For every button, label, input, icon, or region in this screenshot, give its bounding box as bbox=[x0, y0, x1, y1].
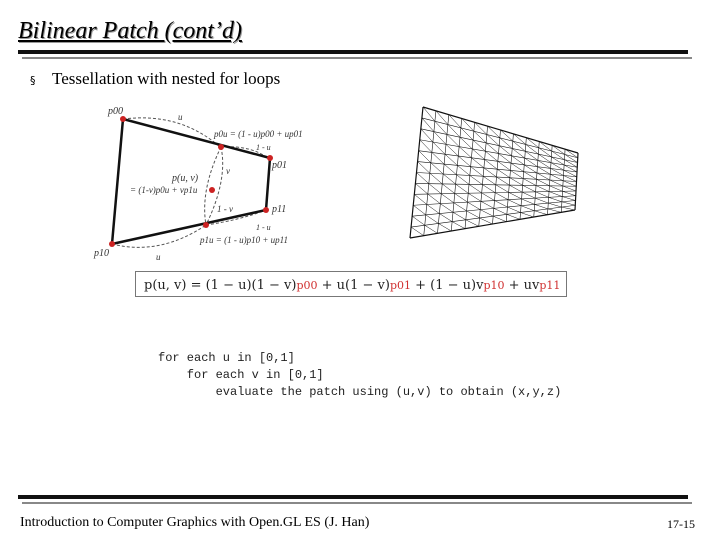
mesh-edge bbox=[454, 203, 467, 211]
mesh-edge bbox=[521, 206, 534, 211]
mesh-edge bbox=[562, 207, 575, 210]
mesh-edge bbox=[522, 199, 535, 205]
page-number: 17-15 bbox=[667, 517, 695, 531]
mesh-edge bbox=[495, 193, 508, 200]
footer-divider-shadow bbox=[22, 502, 692, 504]
label-u-bottom: u bbox=[156, 252, 161, 262]
mesh-edge bbox=[497, 177, 510, 185]
mesh-edge bbox=[467, 211, 480, 218]
point-p0u bbox=[218, 144, 224, 150]
mesh-edge bbox=[414, 194, 426, 204]
slide-title: Bilinear Patch (cont’d) bbox=[18, 18, 242, 44]
point-p1u bbox=[203, 222, 209, 228]
mesh-edge bbox=[507, 214, 520, 219]
code-line: for each u in [0,1] bbox=[158, 351, 295, 365]
mesh-edge bbox=[493, 216, 506, 222]
mesh-edge bbox=[418, 162, 430, 174]
dashed-u-curve-bottom bbox=[112, 225, 206, 247]
label-p11: p11 bbox=[272, 204, 287, 215]
mesh-edge bbox=[471, 167, 484, 177]
mesh-edge bbox=[510, 178, 523, 186]
mesh-edge bbox=[426, 215, 439, 224]
mesh-edge bbox=[432, 152, 444, 164]
square-bullet-icon: § bbox=[30, 74, 36, 87]
mesh-edge bbox=[453, 212, 466, 220]
mesh-edge bbox=[469, 184, 482, 193]
label-p1u: p1u = (1 - u)p10 + up11 bbox=[200, 235, 288, 245]
mesh-edge bbox=[443, 174, 455, 184]
tessellated-mesh bbox=[405, 105, 585, 240]
mesh-edge bbox=[468, 193, 481, 201]
mesh-edge bbox=[562, 202, 575, 205]
mesh-edge bbox=[412, 216, 425, 225]
mesh-edge bbox=[470, 176, 483, 185]
mesh-edge bbox=[549, 186, 562, 192]
mesh-edge bbox=[522, 192, 535, 198]
mesh-edge bbox=[480, 210, 493, 217]
footer-text: Introduction to Computer Graphics with Open.GL ES (J. Han) bbox=[20, 515, 370, 530]
mesh-edge bbox=[482, 193, 495, 201]
mesh-edge bbox=[431, 163, 443, 174]
mesh-edge bbox=[457, 165, 469, 175]
mesh-edge bbox=[563, 191, 576, 195]
mesh-edge bbox=[482, 185, 495, 193]
svg-text:p(u, v) = (1 − u)(1 − v)p00 +: p(u, v) = (1 − u)(1 − v)p00 + u(1 − v)p01 + (1 − u)vp10 + uvp11 bbox=[144, 278, 561, 293]
mesh-edge bbox=[417, 173, 429, 184]
mesh-edge bbox=[523, 179, 536, 186]
point-p11 bbox=[263, 207, 269, 213]
mesh-edge bbox=[457, 175, 470, 185]
label-1-minus-v: 1 - v bbox=[217, 204, 233, 214]
mesh-edge bbox=[456, 184, 469, 193]
mesh-edge bbox=[481, 201, 494, 208]
label-p10: p10 bbox=[94, 248, 109, 259]
label-p0u: p0u = (1 - u)p00 + up01 bbox=[214, 129, 303, 139]
mesh-edge bbox=[438, 223, 451, 231]
mesh-edge bbox=[411, 227, 424, 236]
formula-lhs: p(u, v) = (1 − u)(1 − v) bbox=[144, 278, 297, 293]
mesh-edge bbox=[549, 197, 562, 201]
mesh-edge bbox=[427, 204, 440, 213]
label-p01: p01 bbox=[272, 160, 287, 171]
label-v: v bbox=[226, 166, 230, 176]
label-puv-1: p(u, v) bbox=[172, 173, 199, 184]
label-p00: p00 bbox=[108, 106, 123, 117]
mesh-edge bbox=[429, 184, 441, 194]
title-divider bbox=[18, 50, 688, 54]
point-puv bbox=[209, 187, 215, 193]
mesh-edge bbox=[440, 204, 453, 213]
mesh-edge bbox=[536, 186, 549, 192]
mesh-edge bbox=[467, 202, 480, 210]
point-p10 bbox=[109, 241, 115, 247]
mesh-edge bbox=[507, 207, 520, 213]
label-u-top: u bbox=[178, 112, 183, 122]
mesh-edge bbox=[534, 211, 547, 215]
mesh-edge bbox=[415, 183, 427, 194]
mesh-edge bbox=[413, 205, 426, 215]
mesh-edge bbox=[442, 184, 455, 194]
mesh-edge bbox=[549, 192, 562, 197]
mesh-edge bbox=[535, 204, 548, 208]
mesh-edge bbox=[425, 225, 438, 233]
mesh-edge bbox=[484, 168, 497, 177]
mesh-edge bbox=[428, 194, 441, 204]
mesh-edge bbox=[455, 194, 468, 203]
code-line: evaluate the patch using (u,v) to obtain (x,y,z) bbox=[158, 385, 562, 399]
mesh-edge bbox=[509, 192, 522, 199]
mesh-edge bbox=[441, 194, 454, 203]
mesh-edge bbox=[444, 164, 456, 175]
label-1-minus-u-bottom: 1 - u bbox=[256, 223, 271, 232]
mesh-edge bbox=[548, 209, 561, 212]
bullet-item bbox=[30, 69, 280, 89]
label-1-minus-u-top: 1 - u bbox=[256, 143, 271, 152]
title-divider-shadow bbox=[22, 57, 692, 59]
mesh-edge bbox=[523, 185, 536, 192]
mesh-edge bbox=[508, 200, 521, 206]
code-line: for each v in [0,1] bbox=[158, 368, 324, 382]
mesh-edge bbox=[521, 213, 534, 217]
mesh-edge bbox=[563, 186, 576, 191]
bilinear-formula bbox=[135, 271, 567, 297]
footer-divider bbox=[18, 495, 688, 499]
mesh-edge bbox=[448, 125, 460, 138]
mesh-edge bbox=[548, 203, 561, 207]
mesh-edge bbox=[452, 222, 465, 229]
mesh-edge bbox=[496, 185, 509, 193]
mesh-edge bbox=[494, 208, 507, 214]
mesh-edge bbox=[466, 220, 479, 227]
mesh-edge bbox=[495, 201, 508, 208]
pseudocode-block bbox=[158, 350, 561, 401]
mesh-edge bbox=[430, 173, 442, 184]
mesh-edge bbox=[509, 185, 522, 192]
mesh-edge bbox=[536, 192, 549, 198]
label-puv-2: = (1-v)p0u + vp1u bbox=[130, 185, 198, 195]
bullet-text: Tessellation with nested for loops bbox=[52, 69, 281, 88]
mesh-edge bbox=[562, 197, 575, 201]
mesh-edge bbox=[537, 179, 550, 186]
mesh-edge bbox=[419, 151, 431, 163]
bilinear-patch-diagram bbox=[90, 100, 310, 265]
mesh-edge bbox=[439, 214, 452, 222]
mesh-edge bbox=[483, 176, 496, 185]
mesh-edge bbox=[535, 198, 548, 203]
mesh-edge bbox=[479, 218, 492, 224]
